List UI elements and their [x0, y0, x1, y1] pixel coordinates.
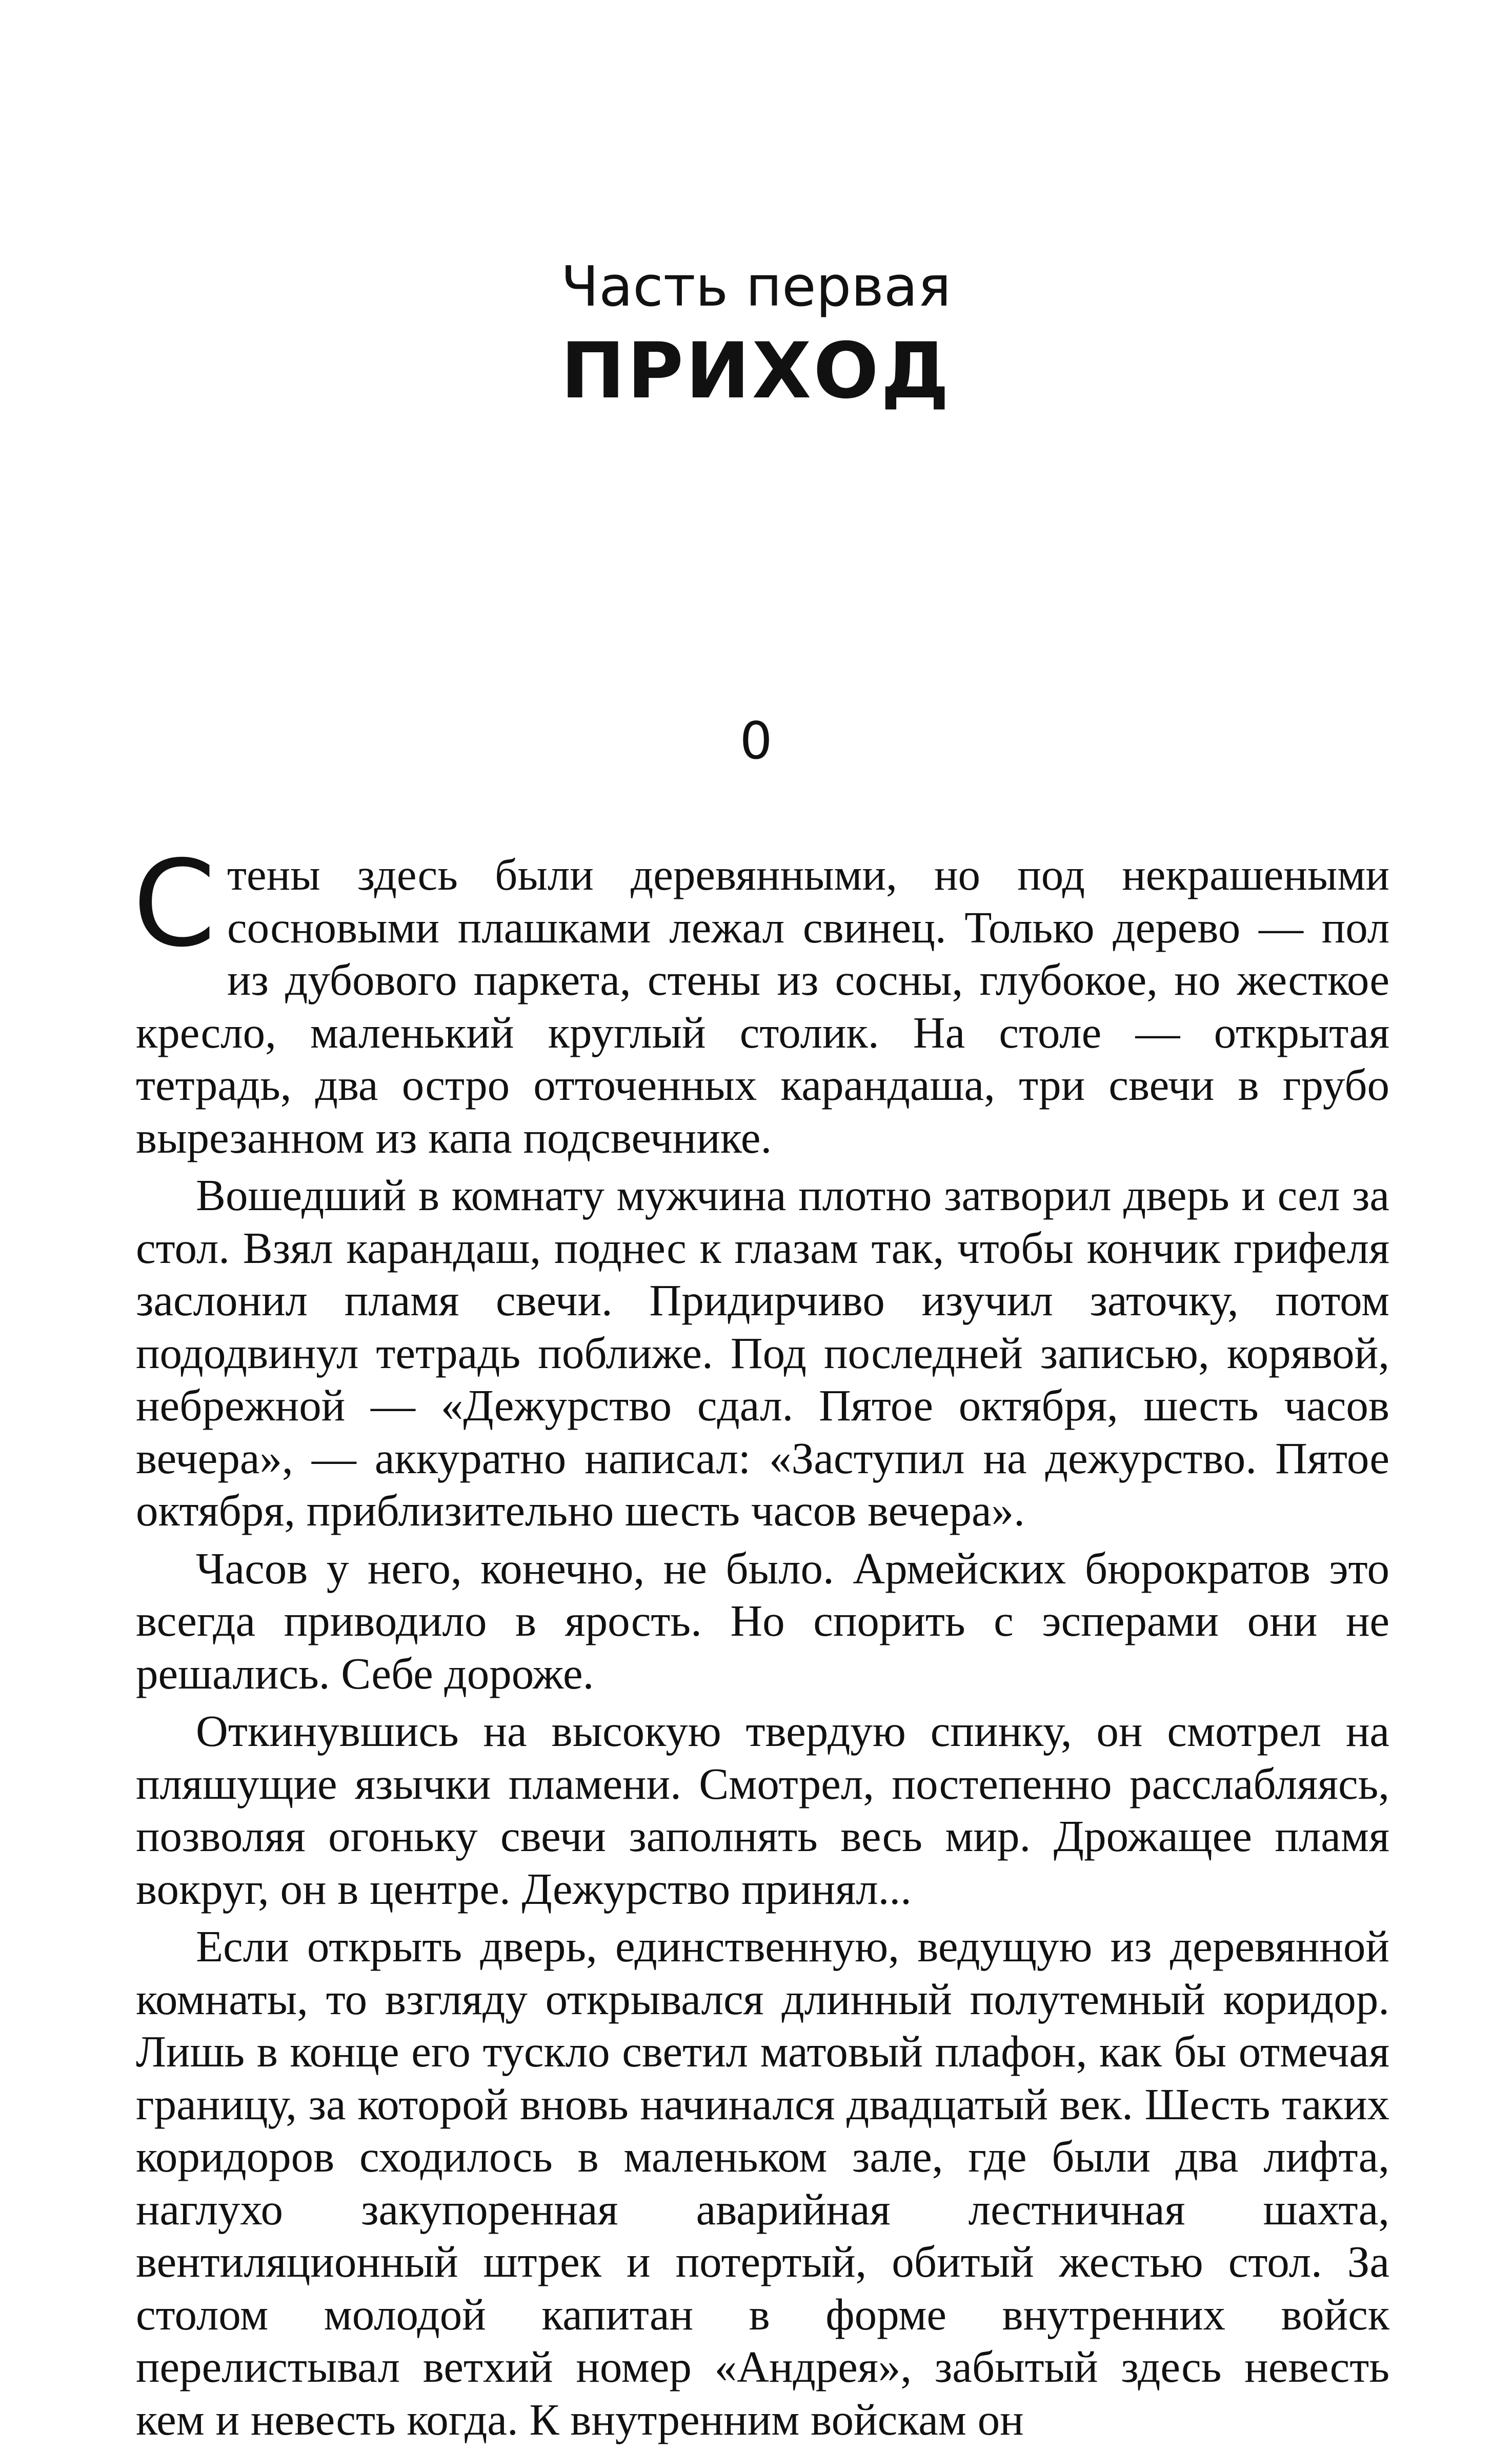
drop-cap: С — [133, 835, 216, 973]
section-number: 0 — [739, 711, 773, 771]
part-title: ПРИХОД — [560, 327, 952, 416]
paragraph-3: Часов у него, конечно, не было. Армейских бюрократов это всегда приводило в ярость. Но спорить с эсперами они не решались. Себе дороже. — [136, 1543, 1389, 1698]
body-text — [133, 835, 1389, 2451]
part-header — [0, 251, 1512, 419]
paragraph-2: Вошедший в комнату мужчина плотно затворил дверь и сел за стол. Взял карандаш, поднес к глазам так, чтобы кончик грифеля заслонил пламя свечи. Придирчиво изучил заточку, потом пододвинул тетрадь поближе. Под последней записью, корявой, небрежной — «Дежурство сдал. Пятое октября, шесть часов вечера», — аккуратно написал: «Заступил на дежурство. Пятое октября, приблизительно шесть часов вечера». — [136, 1170, 1389, 1535]
paragraph-4: Откинувшись на высокую твердую спинку, он смотрел на пляшущие язычки пламени. Смотрел, постепенно расслабляясь, позволяя огоньку свечи заполнять весь мир. Дрожащее пламя вокруг, он в центре. Дежурство принял... — [136, 1706, 1389, 1914]
paragraph-5: Если открыть дверь, единственную, ведущую из деревянной комнаты, то взгляду открывался длинный полутемный коридор. Лишь в конце его тускло светил матовый плафон, как бы отмечая границу, за которой вновь начинался двадцатый век. Шесть таких коридоров сходилось в маленьком зале, где были два лифта, наглухо закупоренная аварийная лестничная шахта, вентиляционный штрек и потертый, обитый жестью стол. За столом молодой капитан в форме внутренних войск перелистывал ветхий номер «Андрея», забытый здесь невесть кем и невесть когда. К внутренним войскам он — [136, 1921, 1389, 2444]
part-label: Часть первая — [561, 255, 951, 319]
paragraph-1-text: тены здесь были деревянными, но под некрашеными сосновыми плашками лежал свинец. Только дерево — пол из дубового паркета, стены из сосны, глубокое, но жесткое кресло, маленький круглый столик. На столе — открытая тетрадь, два остро отточенных карандаша, три свечи в грубо вырезанном из капа подсвечнике. — [136, 850, 1389, 1162]
paragraph-1 — [133, 835, 1389, 1164]
